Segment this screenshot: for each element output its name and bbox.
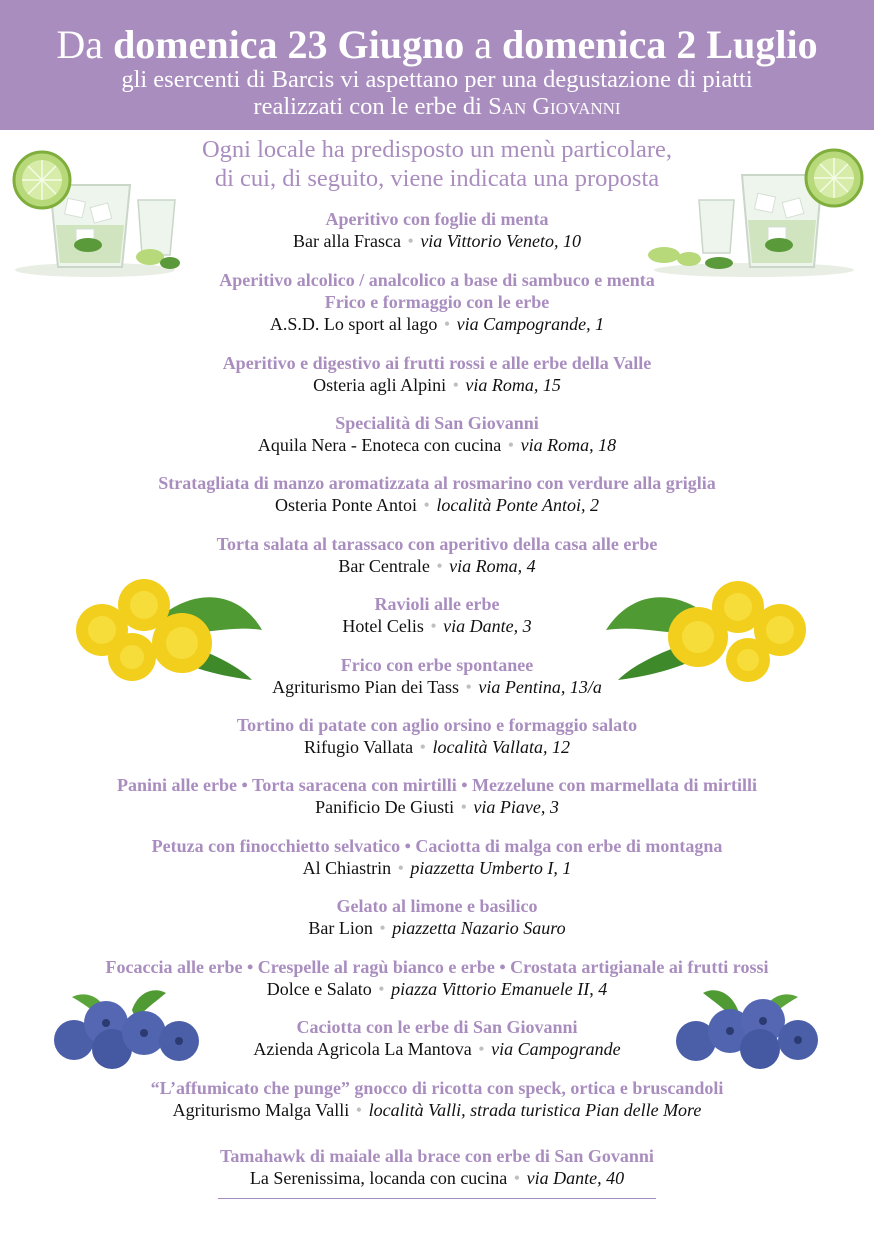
venue-name: Osteria Ponte Antoi <box>275 495 418 515</box>
separator: • <box>460 797 467 817</box>
venue-address: via Roma, 15 <box>465 375 561 395</box>
venue-name: Rifugio Vallata <box>304 737 414 757</box>
dish-name-2: Frico e formaggio con le erbe <box>324 292 550 312</box>
venue-address: località Ponte Antoi, 2 <box>436 495 599 515</box>
venue-line <box>0 313 874 335</box>
venue-name: Dolce e Salato <box>266 979 372 999</box>
venue-address: via Campogrande <box>491 1039 621 1059</box>
separator: • <box>407 231 414 251</box>
venue-name: Osteria agli Alpini <box>313 375 447 395</box>
venue-line <box>0 494 874 516</box>
start-date: domenica 23 Giugno <box>113 22 465 67</box>
dish-name: Tamahawk di maiale alla brace con erbe di San Govanni <box>220 1146 654 1166</box>
venue-line <box>0 434 874 456</box>
venue-line <box>0 736 874 758</box>
venue-address: piazza Vittorio Emanuele II, 4 <box>391 979 608 999</box>
venue-address: località Valli, strada turistica Pian delle More <box>368 1100 702 1120</box>
menu-entry <box>0 412 874 456</box>
separator: • <box>478 1039 485 1059</box>
venue-address: via Dante, 40 <box>526 1168 625 1188</box>
venue-line <box>0 374 874 396</box>
bottom-divider <box>218 1198 656 1199</box>
menu-entry <box>0 956 874 1000</box>
separator: • <box>355 1100 363 1120</box>
separator: • <box>379 918 386 938</box>
dish-name: Gelato al limone e basilico <box>336 896 538 916</box>
dates-prefix: Da <box>56 22 114 67</box>
dish-name: Petuza con finocchietto selvatico • Caciotta di malga con erbe di montagna <box>151 836 723 856</box>
venue-name: Hotel Celis <box>342 616 424 636</box>
venue-line <box>0 615 874 637</box>
venue-name: Panificio De Giusti <box>315 797 455 817</box>
menu-entry <box>0 654 874 698</box>
dish-name: Aperitivo con foglie di menta <box>325 209 549 229</box>
menu-entry <box>0 1077 874 1121</box>
dish-name: “L’affumicato che punge” gnocco di ricotta con speck, ortica e bruscandoli <box>150 1078 724 1098</box>
venue-line <box>0 555 874 577</box>
menu-entry <box>0 269 874 335</box>
venue-address: via Dante, 3 <box>443 616 532 636</box>
separator: • <box>513 1168 521 1188</box>
venue-name: Bar Centrale <box>338 556 430 576</box>
dates-connector: a <box>464 22 502 67</box>
venue-name: Bar Lion <box>308 918 373 938</box>
venue-address: via Campogrande, 1 <box>456 314 605 334</box>
venue-address: piazzetta Umberto I, 1 <box>410 858 572 878</box>
dish-name: Frico con erbe spontanee <box>340 655 534 675</box>
dish-name: Stratagliata di manzo aromatizzata al rosmarino con verdure alla griglia <box>158 473 716 493</box>
menu-entry <box>0 472 874 516</box>
venue-name: Azienda Agricola La Mantova <box>253 1039 472 1059</box>
venue-line <box>0 230 874 252</box>
venue-line <box>0 917 874 939</box>
menu-entry <box>0 1145 874 1189</box>
dish-name: Focaccia alle erbe • Crespelle al ragù bianco e erbe • Crostata artigianale ai frutti rossi <box>105 957 769 977</box>
separator: • <box>397 858 404 878</box>
venue-address: via Vittorio Veneto, 10 <box>420 231 581 251</box>
venue-address: via Piave, 3 <box>473 797 559 817</box>
venue-line <box>0 978 874 1000</box>
end-date: domenica 2 Luglio <box>501 22 818 67</box>
venue-name: La Serenissima, locanda con cucina <box>249 1168 508 1188</box>
venue-line <box>0 676 874 698</box>
venue-line <box>0 796 874 818</box>
intro-line-1: Ogni locale ha predisposto un menù particolare, <box>201 136 673 163</box>
venue-line <box>0 857 874 879</box>
subtitle-prefix: realizzati con le erbe di <box>253 93 489 120</box>
separator: • <box>430 616 437 636</box>
header-subtitle: gli esercenti di Barcis vi aspettano per una degustazione di piatti <box>121 66 753 93</box>
venue-name: Agriturismo Malga Valli <box>172 1100 350 1120</box>
dish-name: Specialità di San Giovanni <box>335 413 539 433</box>
venue-name: Al Chiastrin <box>302 858 392 878</box>
venue-address: via Roma, 18 <box>520 435 617 455</box>
menu-entry <box>0 835 874 879</box>
dish-name: Caciotta con le erbe di San Giovanni <box>296 1017 578 1037</box>
separator: • <box>452 375 459 395</box>
dish-name: Panini alle erbe • Torta saracena con mirtilli • Mezzelune con marmellata di mirtilli <box>117 775 757 795</box>
venue-address: via Pentina, 13/a <box>478 677 602 697</box>
venue-name: Bar alla Frasca <box>293 231 401 251</box>
dish-name: Aperitivo alcolico / analcolico a base di sambuco e menta <box>219 270 655 290</box>
separator: • <box>443 314 451 334</box>
venue-line <box>0 1099 874 1121</box>
separator: • <box>423 495 430 515</box>
menu-entry <box>0 714 874 758</box>
menu-entry <box>0 593 874 637</box>
separator: • <box>419 737 426 757</box>
menu-entry <box>0 208 874 252</box>
separator: • <box>436 556 443 576</box>
venue-name: Aquila Nera - Enoteca con cucina <box>257 435 502 455</box>
venue-name: A.S.D. Lo sport al lago <box>269 314 438 334</box>
san-giovanni-label: San Giovanni <box>488 93 621 120</box>
separator: • <box>465 677 472 697</box>
venue-line <box>0 1038 874 1060</box>
menu-entry <box>0 1016 874 1060</box>
menu-entry <box>0 774 874 818</box>
menu-entry <box>0 352 874 396</box>
dish-name: Ravioli alle erbe <box>374 594 500 614</box>
menu-entry <box>0 895 874 939</box>
venue-address: piazzetta Nazario Sauro <box>392 918 566 938</box>
venue-name: Agriturismo Pian dei Tass <box>272 677 460 697</box>
separator: • <box>507 435 515 455</box>
intro-line-2: di cui, di seguito, viene indicata una proposta <box>214 165 660 192</box>
dish-name: Tortino di patate con aglio orsino e formaggio salato <box>236 715 638 735</box>
separator: • <box>378 979 385 999</box>
venue-address: località Vallata, 12 <box>432 737 570 757</box>
venue-line <box>0 1167 874 1189</box>
venue-address: via Roma, 4 <box>449 556 536 576</box>
dish-name: Torta salata al tarassaco con aperitivo della casa alle erbe <box>216 534 658 554</box>
dish-name: Aperitivo e digestivo ai frutti rossi e alle erbe della Valle <box>222 353 652 373</box>
menu-entry <box>0 533 874 577</box>
